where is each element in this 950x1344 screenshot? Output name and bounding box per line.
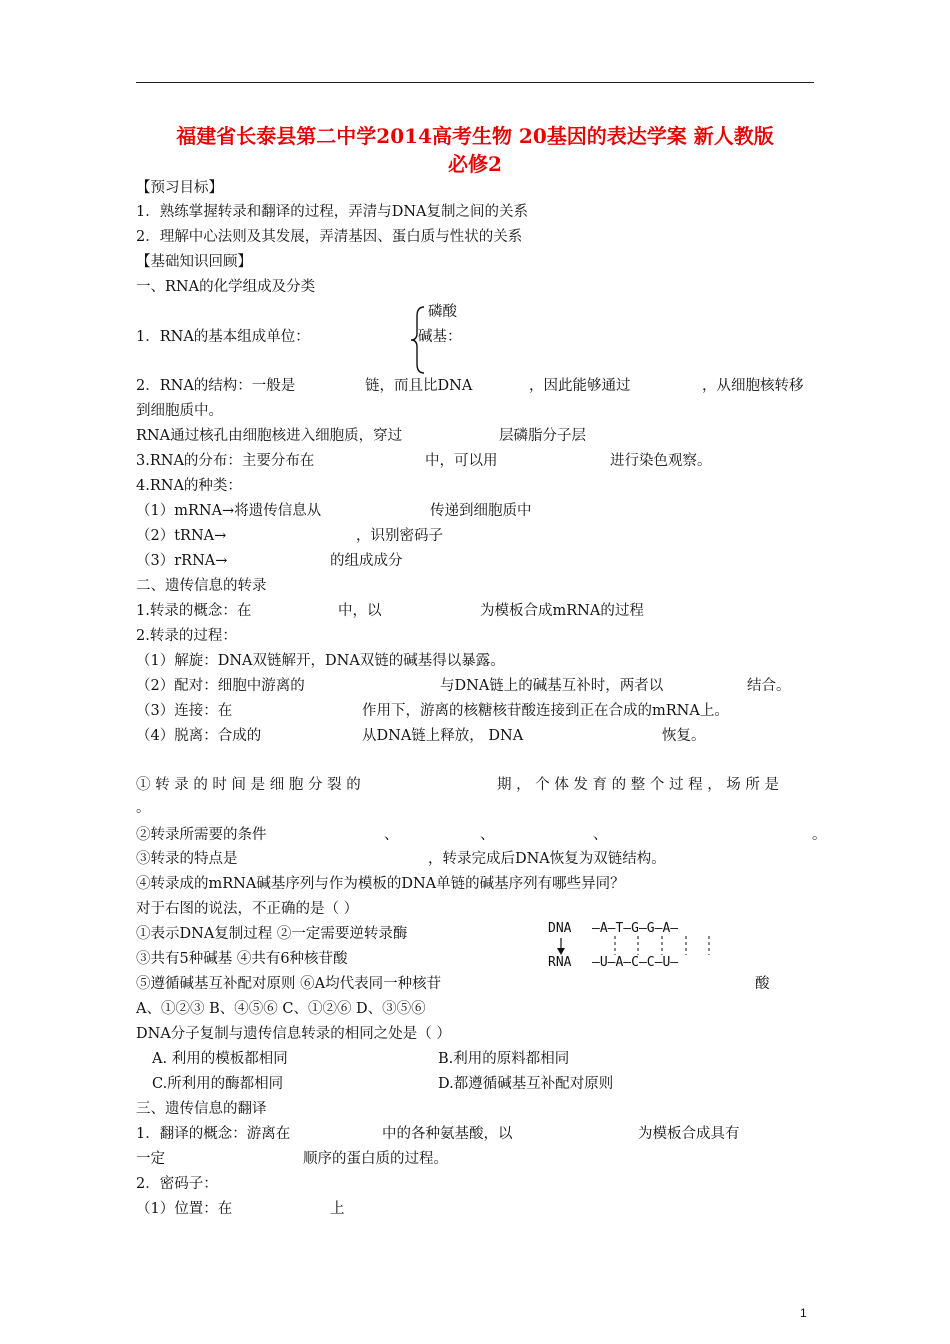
rna-types: 4.RNA的种类： — [136, 478, 242, 494]
process-heading: 2.转录的过程： — [136, 628, 237, 644]
mcq-2-option-c: C.所利用的酶都相同 — [152, 1076, 284, 1092]
structure-d: ，从细胞核转移 — [702, 378, 804, 394]
pore-a: RNA通过核孔由细胞核进入细胞质，穿过 — [136, 428, 403, 444]
translation-concept-c: 为模板合成具有 — [638, 1126, 740, 1142]
mcq-2-option-b: B.利用的原料都相同 — [438, 1051, 570, 1067]
section-1-heading: 一、RNA的化学组成及分类 — [136, 279, 316, 295]
structure-a: 2．RNA的结构：一般是 — [136, 378, 296, 394]
question-2-sep3: 、 — [593, 827, 608, 843]
trna-b: ，识别密码子 — [356, 528, 443, 544]
step-4-b: 从DNA链上释放， DNA — [362, 728, 524, 744]
translation-concept-d: 一定 — [136, 1151, 165, 1167]
structure-b: 链，而且比DNA — [365, 378, 473, 394]
pairing-lines — [615, 936, 709, 955]
question-3-a: ③转录的特点是 — [136, 851, 238, 867]
goal-1: 1．熟练掌握转录和翻译的过程，弄清与DNA复制之间的关系 — [136, 204, 529, 220]
dna-rna-figure — [546, 918, 746, 972]
translation-concept-e: 顺序的蛋白质的过程。 — [303, 1151, 448, 1167]
mcq-1-answers: A、①②③ B、④⑤⑥ C、①②⑥ D、③⑤⑥ — [136, 1001, 426, 1017]
mcq-2-option-d: D.都遵循碱基互补配对原则 — [438, 1076, 614, 1092]
mcq-1-option-tail: 酸 — [755, 976, 770, 992]
section-3-heading: 三、遗传信息的翻译 — [136, 1101, 267, 1117]
section-2-heading: 二、遗传信息的转录 — [136, 578, 267, 594]
step-2-b: 与DNA链上的碱基互补时，两者以 — [440, 678, 664, 694]
structure-c: ，因此能够通过 — [529, 378, 631, 394]
preview-heading: 【预习目标】 — [136, 180, 223, 196]
concept-a: 1.转录的概念：在 — [136, 603, 252, 619]
header-rule — [136, 82, 814, 83]
translation-concept-a: 1．翻译的概念：游离在 — [136, 1126, 291, 1142]
dna-sequence: —A—T—G—G—A— — [592, 921, 679, 936]
question-2-sep1: 、 — [384, 827, 399, 843]
step-3-b: 作用下，游离的核糖核苷酸连接到正在合成的mRNA上。 — [362, 703, 729, 719]
step-2-a: （2）配对：细胞中游离的 — [136, 678, 305, 694]
distribution-c: 进行染色观察。 — [610, 453, 712, 469]
question-2-end: 。 — [812, 827, 827, 843]
brace-item-base: 碱基： — [418, 329, 462, 345]
trna-a: （2）tRNA→ — [136, 528, 227, 544]
translation-concept-b: 中的各种氨基酸，以 — [382, 1126, 513, 1142]
doc-title-line2: 必修2 — [448, 152, 502, 176]
basics-heading: 【基础知识回顾】 — [136, 254, 252, 270]
question-1-a: ① 转 录 的 时 间 是 细 胞 分 裂 的 — [136, 777, 361, 793]
mcq-2-stem: DNA分子复制与遗传信息转录的相同之处是（ ） — [136, 1026, 451, 1042]
codon-position-a: （1）位置：在 — [136, 1201, 233, 1217]
arrow-head-icon — [557, 948, 565, 955]
concept-b: 中，以 — [338, 603, 382, 619]
mcq-1-option-line-3: ⑤遵循碱基互补配对原则 ⑥A均代表同一种核苷 — [136, 976, 442, 992]
codon-position-b: 上 — [330, 1201, 345, 1217]
mcq-1-option-line-1: ①表示DNA复制过程 ②一定需要逆转录酶 — [136, 926, 408, 942]
mrna-a: （1）mRNA→将遗传信息从 — [136, 503, 322, 519]
question-4: ④转录成的mRNA碱基序列与作为模板的DNA单链的碱基序列有哪些异同？ — [136, 876, 625, 892]
concept-c: 为模板合成mRNA的过程 — [480, 603, 644, 619]
goal-2: 2．理解中心法则及其发展，弄清基因、蛋白质与性状的关系 — [136, 229, 523, 245]
unit-label: 1．RNA的基本组成单位： — [136, 329, 310, 345]
brace-item-phosphate: 磷酸 — [428, 304, 457, 320]
question-1-b: 期 ， 个 体 发 育 的 整 个 过 程 ， 场 所 是 — [497, 777, 780, 793]
structure-e: 到细胞质中。 — [136, 403, 223, 419]
question-3-b: ，转录完成后DNA恢复为双链结构。 — [428, 851, 666, 867]
doc-title-line1: 福建省长泰县第二中学2014高考生物 20基因的表达学案 新人教版 — [176, 124, 774, 148]
mcq-1-option-line-2: ③共有5种碱基 ④共有6种核苷酸 — [136, 951, 348, 967]
rna-sequence: —U—A—C—C—U— — [592, 955, 679, 970]
rrna-b: 的组成成分 — [330, 553, 403, 569]
mcq-2-option-a: A. 利用的模板都相同 — [152, 1051, 288, 1067]
step-3-a: （3）连接：在 — [136, 703, 233, 719]
question-2-sep2: 、 — [480, 827, 495, 843]
step-2-c: 结合。 — [747, 678, 791, 694]
page-number: 1 — [800, 1306, 807, 1320]
dna-label: DNA — [548, 921, 572, 936]
mcq-1-stem: 对于右图的说法，不正确的是（ ） — [136, 901, 359, 917]
question-2-a: ②转录所需要的条件 — [136, 827, 267, 843]
codon-heading: 2．密码子： — [136, 1176, 218, 1192]
step-4-a: （4）脱离：合成的 — [136, 728, 262, 744]
pore-b: 层磷脂分子层 — [499, 428, 586, 444]
distribution-a: 3.RNA的分布：主要分布在 — [136, 453, 315, 469]
rrna-a: （3）rRNA→ — [136, 553, 228, 569]
mrna-b: 传递到细胞质中 — [430, 503, 532, 519]
step-1: （1）解旋：DNA双链解开，DNA双链的碱基得以暴露。 — [136, 653, 505, 669]
distribution-b: 中，可以用 — [425, 453, 498, 469]
rna-label: RNA — [548, 955, 572, 970]
step-4-c: 恢复。 — [662, 728, 706, 744]
question-1-c: 。 — [136, 800, 151, 816]
